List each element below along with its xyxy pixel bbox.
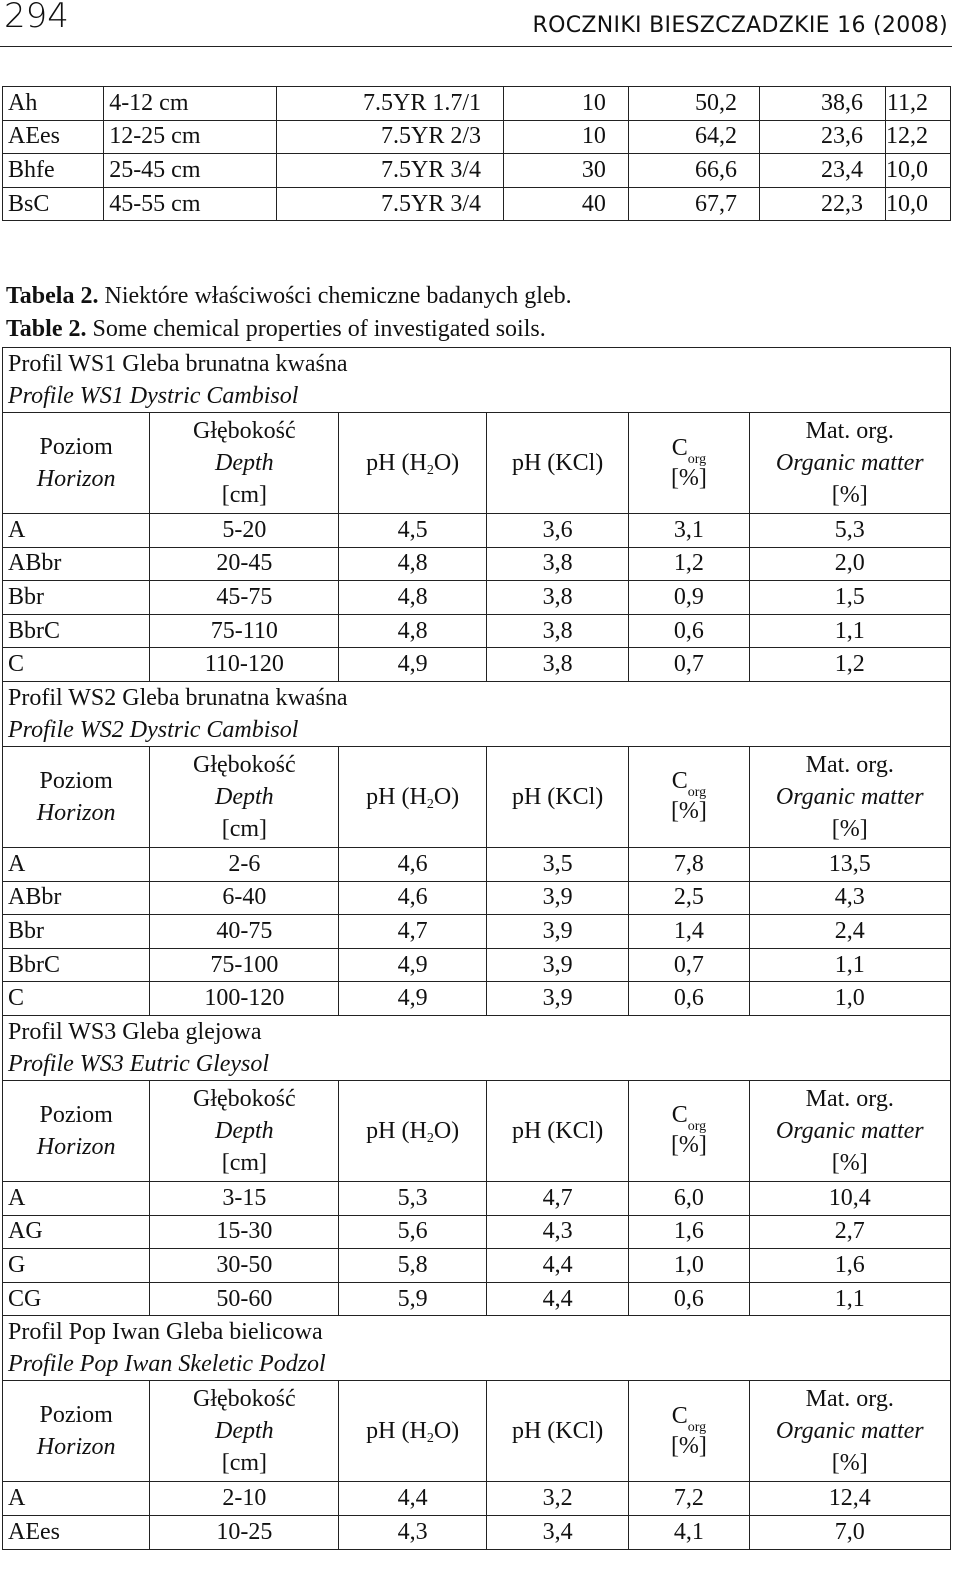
header-depth-unit: [cm] <box>221 1149 268 1176</box>
table-cell: C <box>3 648 150 682</box>
header-corg-c: C <box>671 434 688 461</box>
table-cell: 3,9 <box>486 982 628 1016</box>
table-cell: 0,6 <box>629 614 749 648</box>
table-cell: 4,4 <box>486 1282 628 1316</box>
table-cell: 50,2 <box>628 87 759 121</box>
header-ph-h2o-b: O) <box>433 450 460 476</box>
header-depth-pl: Głębokość <box>193 418 296 444</box>
header-ph-h2o-a: pH (H <box>366 1418 427 1445</box>
table-cell: 4-12 cm <box>104 87 276 121</box>
table-cell: 4,5 <box>339 514 486 548</box>
header-corg <box>629 413 749 514</box>
table-cell: 3,5 <box>486 847 628 881</box>
table-cell: 23,4 <box>759 154 885 188</box>
table-cell: 1,4 <box>629 915 749 949</box>
column-header-row <box>3 1080 951 1181</box>
header-om-en: Organic matter <box>775 450 924 476</box>
table-cell: 110-120 <box>150 648 339 682</box>
table-cell: 2,0 <box>749 547 951 581</box>
table-cell: 10,0 <box>886 154 951 188</box>
table-cell: 5,6 <box>339 1215 486 1249</box>
table-cell: 3,8 <box>486 648 628 682</box>
table-cell: 4,8 <box>339 614 486 648</box>
table-cell: 1,6 <box>749 1249 951 1283</box>
table-row <box>3 120 951 154</box>
table-cell: 7,8 <box>629 847 749 881</box>
table-cell: 0,7 <box>629 648 749 682</box>
table-cell: 7.5YR 3/4 <box>276 187 503 221</box>
header-horizon-en: Horizon <box>36 466 116 492</box>
header-ph-kcl: pH (KCl) <box>486 413 628 514</box>
table-cell: 50-60 <box>150 1282 339 1316</box>
header-corg-box <box>671 1100 707 1160</box>
table-cell: 2,4 <box>749 915 951 949</box>
table-cell: 11,2 <box>886 87 951 121</box>
header-depth-unit: [cm] <box>221 482 268 508</box>
header-om-unit: [%] <box>831 1450 868 1477</box>
header-om-unit: [%] <box>831 482 868 508</box>
header-ph-h2o-b: O) <box>433 783 460 810</box>
header-corg <box>629 1080 749 1181</box>
table-cell: 5,8 <box>339 1249 486 1283</box>
table-cell: 4,6 <box>339 881 486 915</box>
table-cell: G <box>3 1249 150 1283</box>
header-ph-kcl: pH (KCl) <box>486 1080 628 1181</box>
header-corg <box>629 1381 749 1482</box>
table-cell: 7.5YR 3/4 <box>276 154 503 188</box>
table-row <box>3 847 951 881</box>
table-cell: Bbr <box>3 581 150 615</box>
header-ph-kcl: pH (KCl) <box>486 1381 628 1482</box>
table-row <box>3 1215 951 1249</box>
table-row <box>3 881 951 915</box>
table-cell: 100-120 <box>150 982 339 1016</box>
profile-title-pl: Profil WS3 Gleba glejowa <box>8 1018 262 1045</box>
header-om-unit: [%] <box>831 815 868 842</box>
header-corg-unit: [%] <box>670 798 707 825</box>
header-horizon-pl: Poziom <box>39 1402 113 1429</box>
header-horizon-pl: Poziom <box>39 767 113 794</box>
table-cell: 7.5YR 1.7/1 <box>276 87 503 121</box>
header-depth-pl: Głębokość <box>193 751 296 778</box>
header-corg-c: C <box>671 1402 688 1429</box>
table-cell: 1,0 <box>749 982 951 1016</box>
table-cell: 3,2 <box>486 1482 628 1516</box>
header-ph-h2o <box>339 1080 486 1181</box>
table-cell: AEes <box>3 1515 150 1549</box>
header-corg-symbol <box>671 1100 707 1135</box>
table-cell: C <box>3 982 150 1016</box>
table-cell: 45-75 <box>150 581 339 615</box>
header-depth-en: Depth <box>215 450 274 476</box>
header-corg-box <box>671 1401 707 1461</box>
table-cell: ABbr <box>3 881 150 915</box>
table-cell: Ah <box>3 87 104 121</box>
column-header-row <box>3 1381 951 1482</box>
table-cell: 10 <box>504 120 629 154</box>
table-row <box>3 547 951 581</box>
header-depth <box>150 746 339 847</box>
table-cell: A <box>3 847 150 881</box>
table-cell: ABbr <box>3 547 150 581</box>
table-cell: 5,3 <box>749 514 951 548</box>
table-cell: BsC <box>3 187 104 221</box>
header-corg-unit: [%] <box>670 1432 707 1459</box>
table-cell: 1,0 <box>629 1249 749 1283</box>
table-cell: 0,6 <box>629 982 749 1016</box>
table-cell: 3-15 <box>150 1181 339 1215</box>
table-cell: 0,9 <box>629 581 749 615</box>
table-cell: 3,1 <box>629 514 749 548</box>
table-cell: 5-20 <box>150 514 339 548</box>
chemical-properties-table <box>2 347 951 1550</box>
table-cell: 40-75 <box>150 915 339 949</box>
table-cell: 2-10 <box>150 1482 339 1516</box>
table-cell: 6-40 <box>150 881 339 915</box>
table-cell: 5,9 <box>339 1282 486 1316</box>
header-horizon <box>3 746 150 847</box>
header-ph-h2o <box>339 746 486 847</box>
page-number: 294 <box>4 0 69 36</box>
table-row <box>3 187 951 221</box>
table-cell: AEes <box>3 120 104 154</box>
header-corg-symbol <box>671 1401 707 1435</box>
table-cell: 3,9 <box>486 915 628 949</box>
column-header-row <box>3 413 951 514</box>
table-cell: 7,2 <box>629 1482 749 1516</box>
table-cell: 30-50 <box>150 1249 339 1283</box>
header-corg-symbol <box>671 433 707 467</box>
header-corg-c: C <box>671 1102 688 1129</box>
header-corg-sub: org <box>687 1119 707 1135</box>
table-cell: 3,4 <box>486 1515 628 1549</box>
table-cell: 2,5 <box>629 881 749 915</box>
table-cell: 13,5 <box>749 847 951 881</box>
header-om-en: Organic matter <box>775 1117 924 1144</box>
caption-english <box>6 316 546 343</box>
table-cell: 1,5 <box>749 581 951 615</box>
table-cell: 0,7 <box>629 948 749 982</box>
table-cell: 5,3 <box>339 1181 486 1215</box>
header-corg-sub: org <box>687 785 707 801</box>
header-depth <box>150 1080 339 1181</box>
header-ph-h2o-sub: 2 <box>426 1130 434 1146</box>
header-ph-h2o-b: O) <box>433 1418 460 1445</box>
table-cell: 4,6 <box>339 847 486 881</box>
table-cell: 38,6 <box>759 87 885 121</box>
table-cell: 23,6 <box>759 120 885 154</box>
table-cell: 12,2 <box>886 120 951 154</box>
header-ph-h2o-sub: 2 <box>426 1431 434 1447</box>
table-cell: 4,4 <box>339 1482 486 1516</box>
header-horizon-pl: Poziom <box>39 1101 113 1128</box>
table-cell: A <box>3 1482 150 1516</box>
table-cell: 7.5YR 2/3 <box>276 120 503 154</box>
header-om-pl: Mat. org. <box>805 1386 894 1413</box>
header-ph-h2o-b: O) <box>433 1117 460 1144</box>
table-cell: 12,4 <box>749 1482 951 1516</box>
table-cell: A <box>3 514 150 548</box>
table-cell: 4,7 <box>339 915 486 949</box>
header-depth-en: Depth <box>215 1117 274 1144</box>
table-row <box>3 915 951 949</box>
table-cell: 75-110 <box>150 614 339 648</box>
header-corg-sub: org <box>687 451 707 467</box>
table-cell: 20-45 <box>150 547 339 581</box>
profile-title-en: Profile WS2 Dystric Cambisol <box>8 716 299 743</box>
header-depth <box>150 1381 339 1482</box>
caption-english-label: Table 2. <box>6 316 87 342</box>
profile-title-pl: Profil WS2 Gleba brunatna kwaśna <box>8 684 348 711</box>
header-depth-unit: [cm] <box>221 815 268 842</box>
header-om-en: Organic matter <box>775 783 924 810</box>
table-row <box>3 1249 951 1283</box>
header-om-pl: Mat. org. <box>805 1085 894 1112</box>
table-cell: BbrC <box>3 948 150 982</box>
table-cell: 3,8 <box>486 547 628 581</box>
table-cell: 66,6 <box>628 154 759 188</box>
header-ph-h2o-sub: 2 <box>426 463 434 478</box>
table-cell: 2,7 <box>749 1215 951 1249</box>
header-corg-box <box>671 766 707 826</box>
header-om-pl: Mat. org. <box>805 751 894 778</box>
table-cell: 4,8 <box>339 581 486 615</box>
table-cell: 30 <box>504 154 629 188</box>
table-cell: 1,1 <box>749 614 951 648</box>
caption-polish-text: Niektóre właściwości chemiczne badanych gleb. <box>98 283 572 309</box>
table-cell: 6,0 <box>629 1181 749 1215</box>
table-row <box>3 948 951 982</box>
profile-title <box>3 681 951 746</box>
table-cell: 2-6 <box>150 847 339 881</box>
profile-title-row <box>3 348 951 413</box>
table-cell: 3,8 <box>486 614 628 648</box>
table-cell: 4,4 <box>486 1249 628 1283</box>
table-row <box>3 648 951 682</box>
header-rule <box>0 46 952 47</box>
header-depth <box>150 413 339 514</box>
profile-title-pl: Profil WS1 Gleba brunatna kwaśna <box>8 351 348 377</box>
table-cell: 15-30 <box>150 1215 339 1249</box>
table-row <box>3 154 951 188</box>
header-organic-matter <box>749 1381 951 1482</box>
profile-title <box>3 1015 951 1080</box>
journal-title: ROCZNIKI BIESZCZADZKIE 16 (2008) <box>532 13 948 38</box>
table-cell: 4,3 <box>749 881 951 915</box>
profile-title-en: Profile Pop Iwan Skeletic Podzol <box>8 1351 326 1378</box>
table-cell: 1,2 <box>749 648 951 682</box>
table-cell: 4,1 <box>629 1515 749 1549</box>
table-cell: Bhfe <box>3 154 104 188</box>
header-ph-h2o-a: pH (H <box>366 1117 427 1144</box>
table-cell: CG <box>3 1282 150 1316</box>
table-cell: 1,6 <box>629 1215 749 1249</box>
table-cell: 0,6 <box>629 1282 749 1316</box>
table-cell: 4,7 <box>486 1181 628 1215</box>
header-horizon <box>3 413 150 514</box>
column-header-row <box>3 746 951 847</box>
header-corg-sub: org <box>687 1419 707 1435</box>
profile-title-en: Profile WS1 Dystric Cambisol <box>8 383 299 409</box>
header-depth-unit: [cm] <box>221 1450 268 1477</box>
header-om-en: Organic matter <box>775 1418 924 1445</box>
header-horizon-en: Horizon <box>36 1434 116 1461</box>
table-cell: 40 <box>504 187 629 221</box>
table-cell: 1,2 <box>629 547 749 581</box>
table-cell: 64,2 <box>628 120 759 154</box>
header-organic-matter <box>749 1080 951 1181</box>
table-cell: A <box>3 1181 150 1215</box>
header-ph-h2o <box>339 1381 486 1482</box>
profile-title-row <box>3 1015 951 1080</box>
table-cell: 1,1 <box>749 1282 951 1316</box>
table-cell: 3,9 <box>486 881 628 915</box>
table-row <box>3 1282 951 1316</box>
table-row <box>3 1515 951 1549</box>
table-row <box>3 514 951 548</box>
header-organic-matter <box>749 746 951 847</box>
table-cell: 3,6 <box>486 514 628 548</box>
header-horizon <box>3 1080 150 1181</box>
table-cell: 4,9 <box>339 648 486 682</box>
profile-title-row <box>3 681 951 746</box>
table-cell: 7,0 <box>749 1515 951 1549</box>
caption-polish <box>6 283 572 310</box>
caption-polish-label: Tabela 2. <box>6 283 99 309</box>
caption-english-text: Some chemical properties of investigated soils. <box>86 316 546 342</box>
table-cell: 25-45 cm <box>104 154 276 188</box>
header-corg <box>629 746 749 847</box>
table-cell: 4,3 <box>339 1515 486 1549</box>
table-row <box>3 1482 951 1516</box>
table-cell: 12-25 cm <box>104 120 276 154</box>
table-cell: BbrC <box>3 614 150 648</box>
table-row <box>3 581 951 615</box>
profile-title-en: Profile WS3 Eutric Gleysol <box>8 1050 270 1077</box>
table-cell: 3,8 <box>486 581 628 615</box>
header-corg-unit: [%] <box>670 464 707 491</box>
header-depth-en: Depth <box>215 1418 274 1445</box>
table-cell: 4,8 <box>339 547 486 581</box>
header-ph-kcl: pH (KCl) <box>486 746 628 847</box>
header-horizon-en: Horizon <box>36 799 116 826</box>
header-corg-c: C <box>671 768 688 795</box>
profile-title <box>3 1316 951 1381</box>
header-ph-h2o-a: pH (H <box>366 783 427 810</box>
header-om-pl: Mat. org. <box>805 418 894 444</box>
table-cell: 45-55 cm <box>104 187 276 221</box>
header-ph-h2o <box>339 413 486 514</box>
table-row <box>3 1181 951 1215</box>
table-cell: 4,9 <box>339 948 486 982</box>
header-depth-en: Depth <box>215 783 274 810</box>
header-corg-symbol <box>671 766 707 801</box>
header-horizon <box>3 1381 150 1482</box>
header-organic-matter <box>749 413 951 514</box>
table-cell: 10 <box>504 87 629 121</box>
table-cell: 10-25 <box>150 1515 339 1549</box>
profile-title-pl: Profil Pop Iwan Gleba bielicowa <box>8 1319 323 1346</box>
table-cell: 3,9 <box>486 948 628 982</box>
table-cell: 1,1 <box>749 948 951 982</box>
header-depth-pl: Głębokość <box>193 1386 296 1413</box>
table-cell: AG <box>3 1215 150 1249</box>
table-cell: 4,9 <box>339 982 486 1016</box>
header-corg-unit: [%] <box>670 1132 707 1159</box>
header-ph-h2o-sub: 2 <box>426 796 434 812</box>
header-ph-h2o-a: pH (H <box>366 450 427 476</box>
header-depth-pl: Głębokość <box>193 1085 296 1112</box>
table-cell: 75-100 <box>150 948 339 982</box>
header-horizon-en: Horizon <box>36 1133 116 1160</box>
table-row <box>3 982 951 1016</box>
table-cell: Bbr <box>3 915 150 949</box>
profile-title-row <box>3 1316 951 1381</box>
table-cell: 10,4 <box>749 1181 951 1215</box>
table-row <box>3 87 951 121</box>
header-corg-box <box>671 433 707 493</box>
table-cell: 22,3 <box>759 187 885 221</box>
header-om-unit: [%] <box>831 1149 868 1176</box>
table-cell: 4,3 <box>486 1215 628 1249</box>
table-row <box>3 614 951 648</box>
header-horizon-pl: Poziom <box>39 434 113 460</box>
table-cell: 67,7 <box>628 187 759 221</box>
table-cell: 10,0 <box>886 187 951 221</box>
texture-table <box>2 86 951 221</box>
profile-title <box>3 348 951 413</box>
